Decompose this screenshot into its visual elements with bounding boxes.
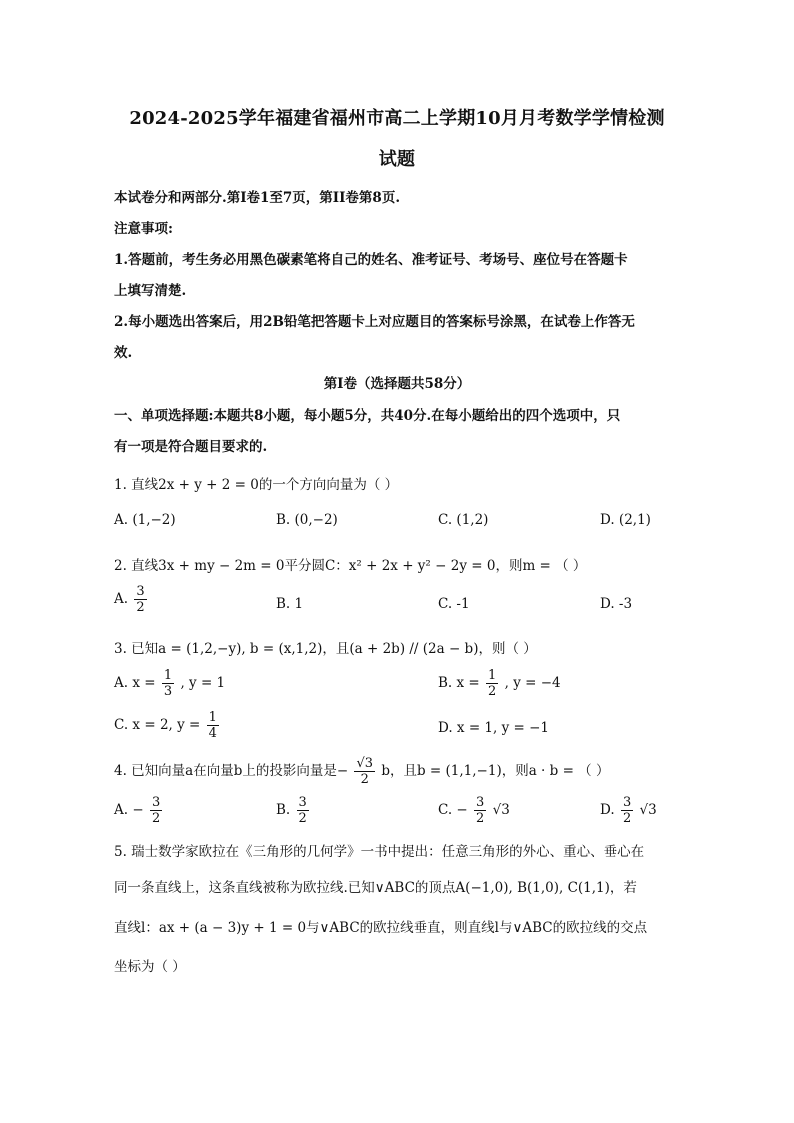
option-text: , y = 1: [180, 675, 226, 691]
question-1-option-a: A. (1,−2): [114, 512, 176, 528]
option-label: A.: [114, 591, 129, 607]
denominator: 2: [622, 811, 632, 826]
denominator: 2: [476, 811, 485, 826]
denominator: 3: [163, 684, 173, 699]
notice-2-line1: 2.每小题选出答案后，用2B铅笔把答题卡上对应题目的答案标号涂黑，在试卷上作答无: [114, 314, 635, 330]
question-4-option-a: [114, 795, 164, 826]
question-5-line3: 直线l：ax + (a − 3)y + 1 = 0与∨ABC的欧拉线垂直，则直线l与∨ABC的欧拉线的交点: [114, 920, 648, 936]
fraction: [486, 668, 498, 699]
question-4-option-c: [438, 795, 510, 826]
numerator: 1: [163, 668, 173, 683]
option-text: , y = −4: [504, 675, 561, 691]
section-title: 第I卷（选择题共58分）: [323, 376, 471, 392]
question-5-line4: 坐标为（ ）: [114, 959, 186, 975]
question-2-option-b: B. 1: [276, 596, 304, 612]
part1-instructions-line1: 一、单项选择题:本题共8小题，每小题5分，共40分.在每小题给出的四个选项中，只: [114, 408, 621, 424]
exam-title-line1: 2024-2025学年福建省福州市高二上学期10月月考数学学情检测: [129, 108, 665, 129]
fraction: [134, 584, 146, 615]
exam-title-line2: 试题: [378, 149, 416, 170]
question-3-stem: 3. 已知a = (1,2,−y), b = (x,1,2)，且(a + 2b) // (2a − b)，则（ ）: [114, 641, 537, 657]
fraction: [162, 668, 174, 699]
numerator: √3: [356, 756, 374, 771]
fraction: [207, 710, 219, 741]
stem-text: 4. 已知向量a在向量b上的投影向量是−: [114, 763, 349, 779]
option-label: A. −: [114, 802, 144, 818]
fraction: [474, 795, 486, 826]
numerator: 3: [151, 795, 161, 810]
question-1-option-c: C. (1,2): [438, 512, 489, 528]
fraction: [354, 756, 375, 787]
numerator: 3: [622, 795, 632, 810]
notice-2-line2: 效.: [114, 345, 133, 361]
denominator: 2: [151, 811, 161, 826]
numerator: 1: [208, 710, 217, 725]
question-4-stem: [114, 756, 609, 787]
fraction: [297, 795, 309, 826]
denominator: 2: [136, 600, 145, 615]
question-2-stem: 2. 直线3x + my − 2m = 0平分圆C：x² + 2x + y² − 2y = 0，则m = （ ）: [114, 558, 587, 574]
question-1-option-d: D. (2,1): [600, 512, 651, 528]
question-2-option-d: D. -3: [600, 596, 633, 612]
notice-1-line2: 上填写清楚.: [114, 283, 187, 299]
question-1-option-b: B. (0,−2): [276, 512, 338, 528]
question-3-option-a: [114, 668, 225, 699]
option-text: C. x = 2, y =: [114, 717, 201, 733]
option-text: A. x =: [114, 675, 156, 691]
denominator: 2: [360, 772, 369, 787]
fraction: [621, 795, 633, 826]
denominator: 2: [488, 684, 497, 699]
notice-1-line1: 1.答题前，考生务必用黑色碳素笔将自己的姓名、准考证号、考场号、座位号在答题卡: [114, 252, 628, 268]
question-4-option-d: [600, 795, 657, 826]
question-4-option-b: [276, 795, 311, 826]
question-3-option-d: D. x = 1, y = −1: [438, 720, 550, 736]
question-2-option-a: [114, 584, 149, 615]
fraction: [150, 795, 162, 826]
stem-text: b，且b = (1,1,−1)，则a · b = （ ）: [381, 763, 610, 779]
numerator: 3: [298, 795, 307, 810]
intro-text: 本试卷分和两部分.第I卷1至7页，第II卷第8页.: [114, 190, 401, 206]
question-2-option-c: C. -1: [438, 596, 470, 612]
numerator: 1: [488, 668, 497, 683]
option-label: C. −: [438, 802, 468, 818]
numerator: 3: [136, 584, 145, 599]
numerator: 3: [476, 795, 485, 810]
option-text: √3: [639, 802, 657, 818]
option-label: B.: [276, 802, 291, 818]
denominator: 4: [208, 726, 217, 741]
question-3-option-b: [438, 668, 561, 699]
option-text: √3: [492, 802, 510, 818]
notice-heading: 注意事项:: [114, 221, 173, 237]
denominator: 2: [298, 811, 307, 826]
question-1-stem: 1. 直线2x + y + 2 = 0的一个方向向量为（ ）: [114, 477, 399, 493]
question-5-line1: 5. 瑞士数学家欧拉在《三角形的几何学》一书中提出：任意三角形的外心、重心、垂心在: [114, 844, 645, 860]
question-5-line2: 同一条直线上，这条直线被称为欧拉线.已知∨ABC的顶点A(−1,0), B(1,0), C(1,1)，若: [114, 880, 637, 896]
option-label: D.: [600, 802, 615, 818]
option-text: B. x =: [438, 675, 480, 691]
part1-instructions-line2: 有一项是符合题目要求的.: [114, 439, 268, 455]
question-3-option-c: [114, 710, 221, 741]
